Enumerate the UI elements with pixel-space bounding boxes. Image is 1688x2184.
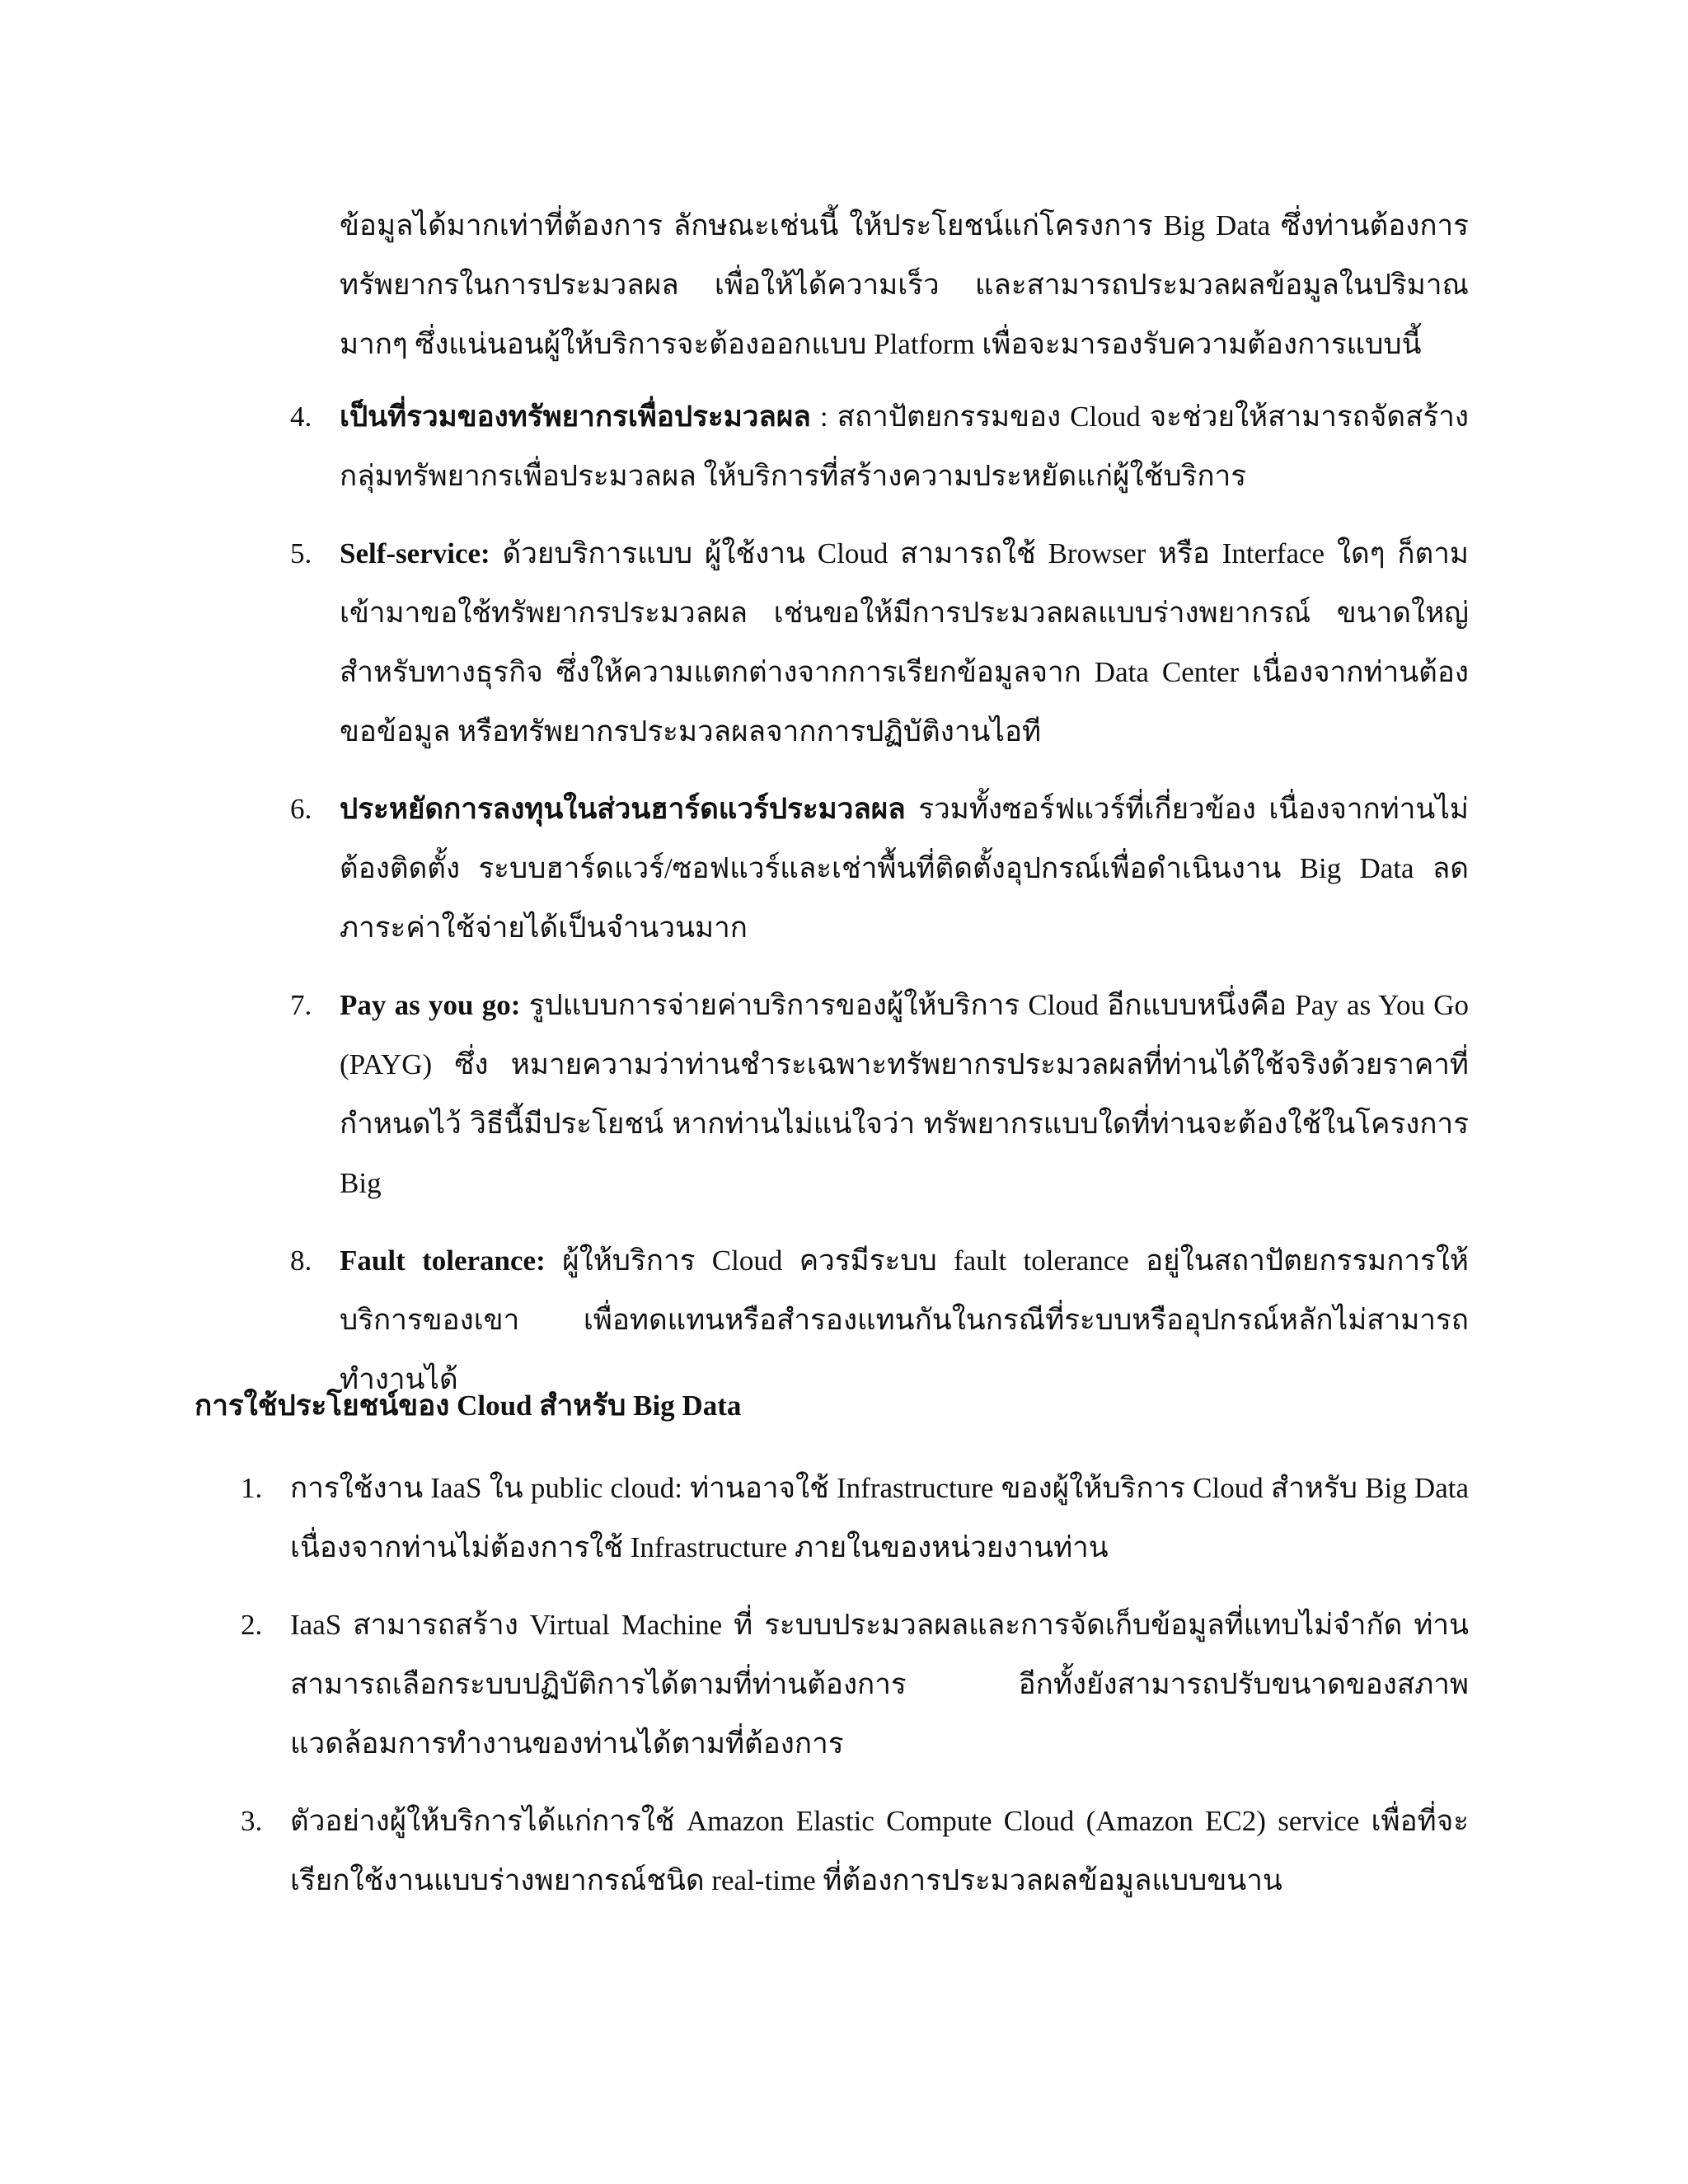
list-item — [241, 1792, 1469, 1910]
item-text: ด้วยบริการแบบ ผู้ใช้งาน Cloud สามารถใช้ Browser หรือ Interface ใดๆ ก็ตาม เข้ามาขอใช้ทรัพยากรประมวลผล เช่นขอให้มีการประมวลผลแบบร่างพยากรณ์ ขนาดใหญ่สำหรับทางธุรกิจ ซึ่งให้ความแตกต่างจากการเรียกข้อมูลจาก Data Center เนื่องจากท่านต้องขอข้อมูล หรือทรัพยากรประมวลผลจากการปฏิบัติงานไอที — [340, 537, 1469, 748]
list-item — [290, 387, 1469, 506]
list-item — [241, 1459, 1469, 1577]
item-text: รวมทั้งซอร์ฟแวร์ที่เกี่ยวข้อง เนื่องจากท่านไม่ต้องติดตั้ง ระบบฮาร์ดแวร์/ซอฟแวร์และเช่าพื้นที่ติดตั้งอุปกรณ์เพื่อดำเนินงาน Big Data ลดภาระค่าใช้จ่ายได้เป็นจำนวนมาก — [340, 793, 1469, 944]
item-number: 3. — [241, 1805, 263, 1837]
continuation-paragraph: ข้อมูลได้มากเท่าที่ต้องการ ลักษณะเช่นนี้ ให้ประโยชน์แก่โครงการ Big Data ซึ่งท่านต้องการทรัพยากรในการประมวลผล เพื่อให้ได้ความเร็ว และสามารถประมวลผลข้อมูลในปริมาณมากๆ ซึ่งแน่นอนผู้ให้บริการจะต้องออกแบบ Platform เพื่อจะมารองรับความต้องการแบบนี้ — [340, 209, 1469, 360]
item-number: 8. — [290, 1244, 312, 1277]
item-text: รูปแบบการจ่ายค่าบริการของผู้ให้บริการ Cloud อีกแบบหนึ่งคือ Pay as You Go (PAYG) ซึ่ง หมายความว่าท่านชำระเฉพาะทรัพยากรประมวลผลที่ท่านได้ใช้จริงด้วยราคาที่กำหนดไว้ วิธีนี้มีประโยชน์ หากท่านไม่แน่ใจว่า ทรัพยากรแบบใดที่ท่านจะต้องใช้ในโครงการ Big — [340, 989, 1469, 1199]
list-item — [290, 976, 1469, 1213]
item-title: เป็นที่รวมของทรัพยากรเพื่อประมวลผล — [340, 401, 811, 433]
list-item — [290, 780, 1469, 958]
section-heading: การใช้ประโยชน์ของ Cloud สำหรับ Big Data — [195, 1390, 742, 1422]
cloud-usage-list — [241, 1459, 1469, 1929]
item-title: Self-service: — [340, 537, 490, 569]
item-text: : สถาปัตยกรรมของ Cloud จะช่วยให้สามารถจัดสร้างกลุ่มทรัพยากรเพื่อประมวลผล ให้บริการที่สร้างความประหยัดแก่ผู้ใช้บริการ — [340, 401, 1469, 492]
item-number: 7. — [290, 989, 312, 1021]
cloud-features-list — [290, 387, 1469, 1427]
item-text: IaaS สามารถสร้าง Virtual Machine ที่ ระบบประมวลผลและการจัดเก็บข้อมูลที่แทบไม่จำกัด ท่านสามารถเลือกระบบปฏิบัติการได้ตามที่ท่านต้องการ อีกทั้งยังสามารถปรับขนาดของสภาพแวดล้อมการทำงานของท่านได้ตามที่ต้องการ — [290, 1609, 1469, 1760]
item-text: ตัวอย่างผู้ให้บริการได้แก่การใช้ Amazon Elastic Compute Cloud (Amazon EC2) service เพื่อที่จะเรียกใช้งานแบบร่างพยากรณ์ชนิด real-time ที่ต้องการประมวลผลข้อมูลแบบขนาน — [290, 1805, 1469, 1896]
list-item — [241, 1596, 1469, 1774]
item-number: 4. — [290, 401, 312, 433]
item-number: 6. — [290, 793, 312, 825]
item-text: การใช้งาน IaaS ใน public cloud: ท่านอาจใช้ Infrastructure ของผู้ให้บริการ Cloud สำหรับ Big Data เนื่องจากท่านไม่ต้องการใช้ Infrastructure ภายในของหน่วยงานท่าน — [290, 1472, 1469, 1563]
item-text: ผู้ให้บริการ Cloud ควรมีระบบ fault tolerance อยู่ในสถาปัตยกรรมการให้บริการของเขา เพื่อทดแทนหรือสำรองแทนกันในกรณีที่ระบบหรืออุปกรณ์หลักไม่สามารถทำงานได้ — [340, 1244, 1469, 1395]
item-title: Pay as you go: — [340, 989, 521, 1021]
item-number: 5. — [290, 537, 312, 569]
item-number: 1. — [241, 1472, 263, 1504]
item-title: Fault tolerance: — [340, 1244, 546, 1277]
item-title: ประหยัดการลงทุนในส่วนฮาร์ดแวร์ประมวลผล — [340, 793, 906, 825]
item-number: 2. — [241, 1609, 263, 1641]
list-item — [290, 524, 1469, 762]
